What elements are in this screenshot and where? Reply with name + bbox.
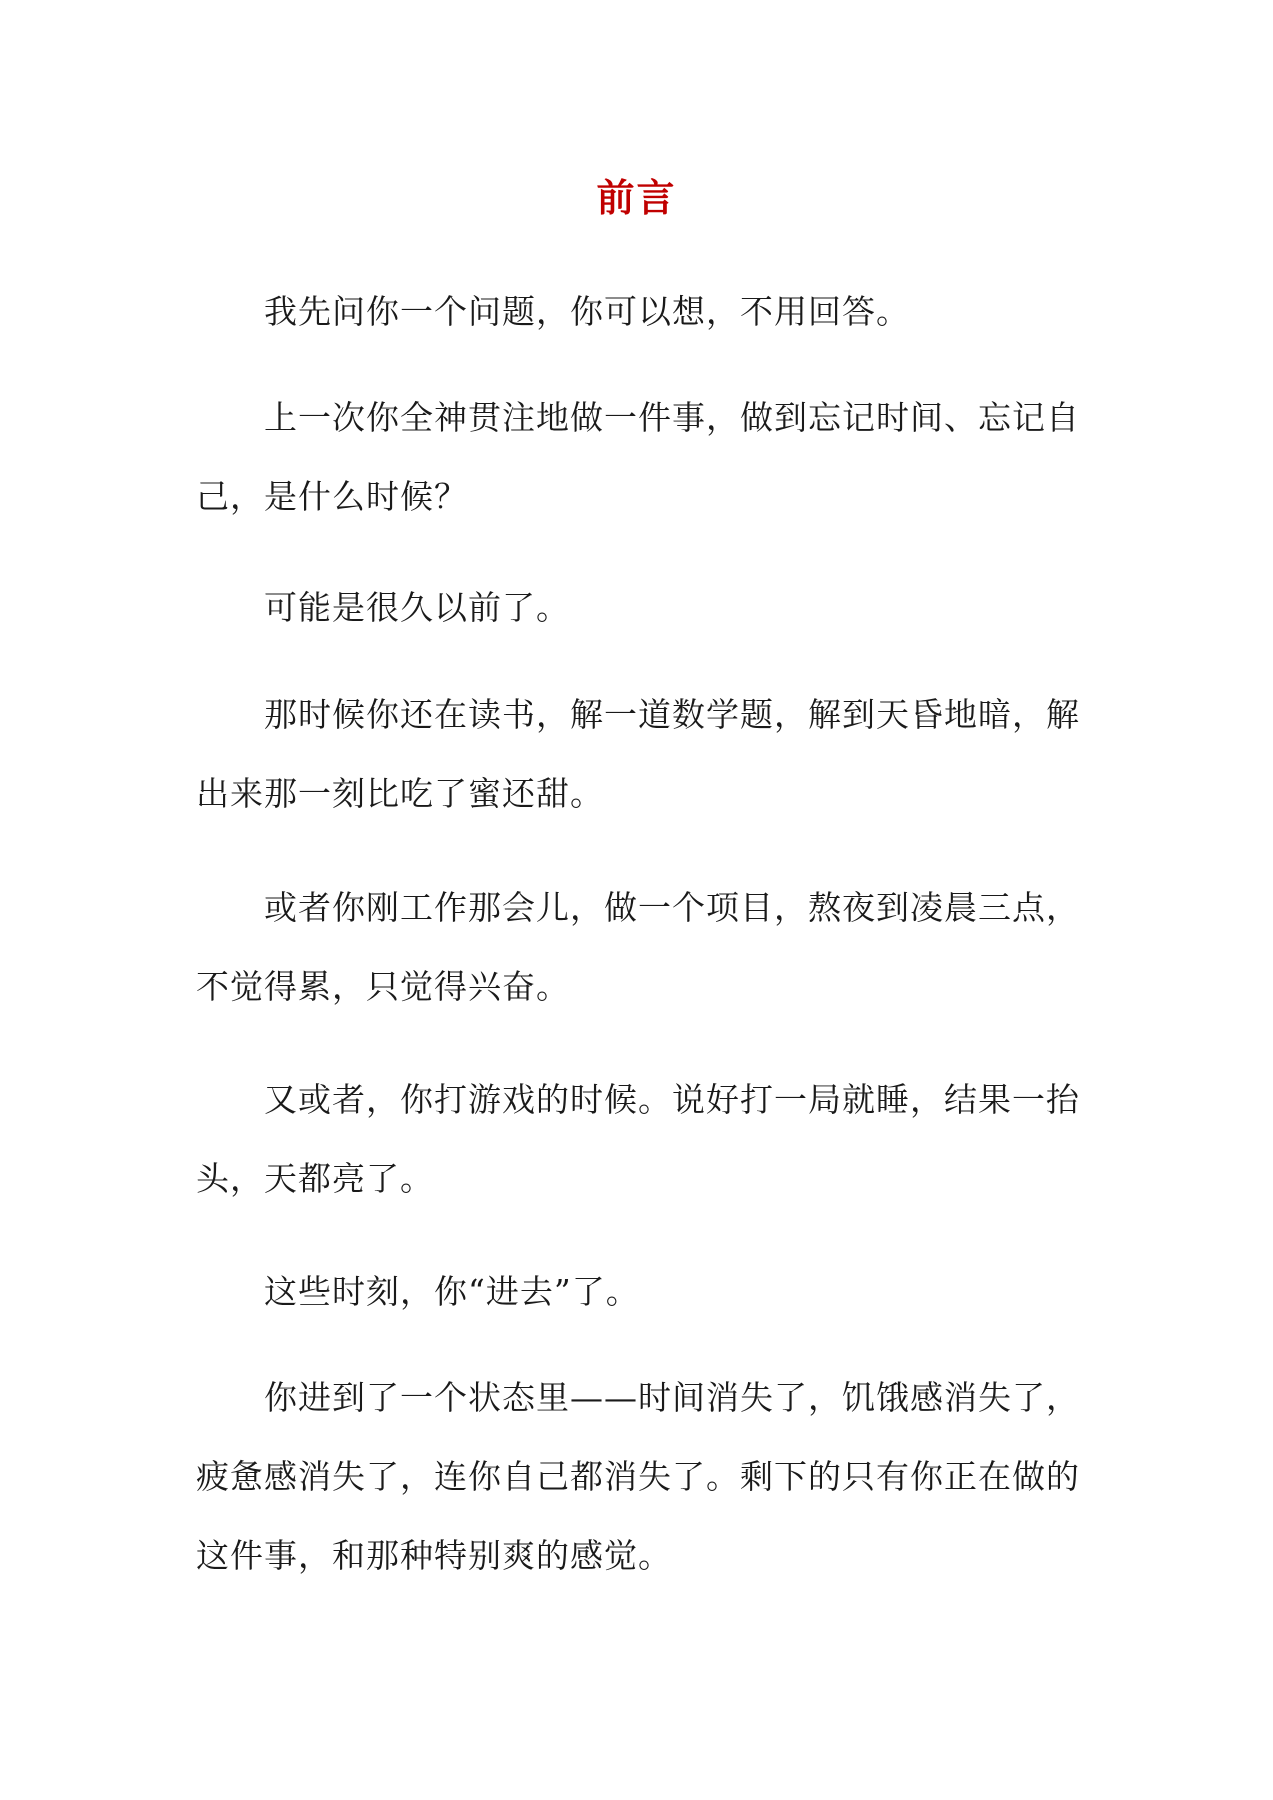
paragraph-3: 可能是很久以前了。 bbox=[264, 588, 570, 627]
page-title: 前言 bbox=[596, 175, 677, 220]
paragraph-7: 这些时刻，你“进去”了。 bbox=[264, 1272, 640, 1311]
paragraph-5: 或者你刚工作那会儿，做一个项目，熬夜到凌晨三点，不觉得累，只觉得兴奋。 bbox=[196, 888, 1080, 1006]
paragraph-4: 那时候你还在读书，解一道数学题，解到天昏地暗，解出来那一刻比吃了蜜还甜。 bbox=[196, 695, 1080, 813]
paragraph-2: 上一次你全神贯注地做一件事，做到忘记时间、忘记自己，是什么时候？ bbox=[196, 398, 1080, 516]
paragraph-6: 又或者，你打游戏的时候。说好打一局就睡，结果一抬头，天都亮了。 bbox=[196, 1080, 1080, 1198]
paragraph-1: 我先问你一个问题，你可以想，不用回答。 bbox=[264, 292, 910, 331]
paragraph-8: 你进到了一个状态里——时间消失了，饥饿感消失了，疲惫感消失了，连你自己都消失了。剩下的只有你正在做的这件事，和那种特别爽的感觉。 bbox=[196, 1378, 1080, 1575]
